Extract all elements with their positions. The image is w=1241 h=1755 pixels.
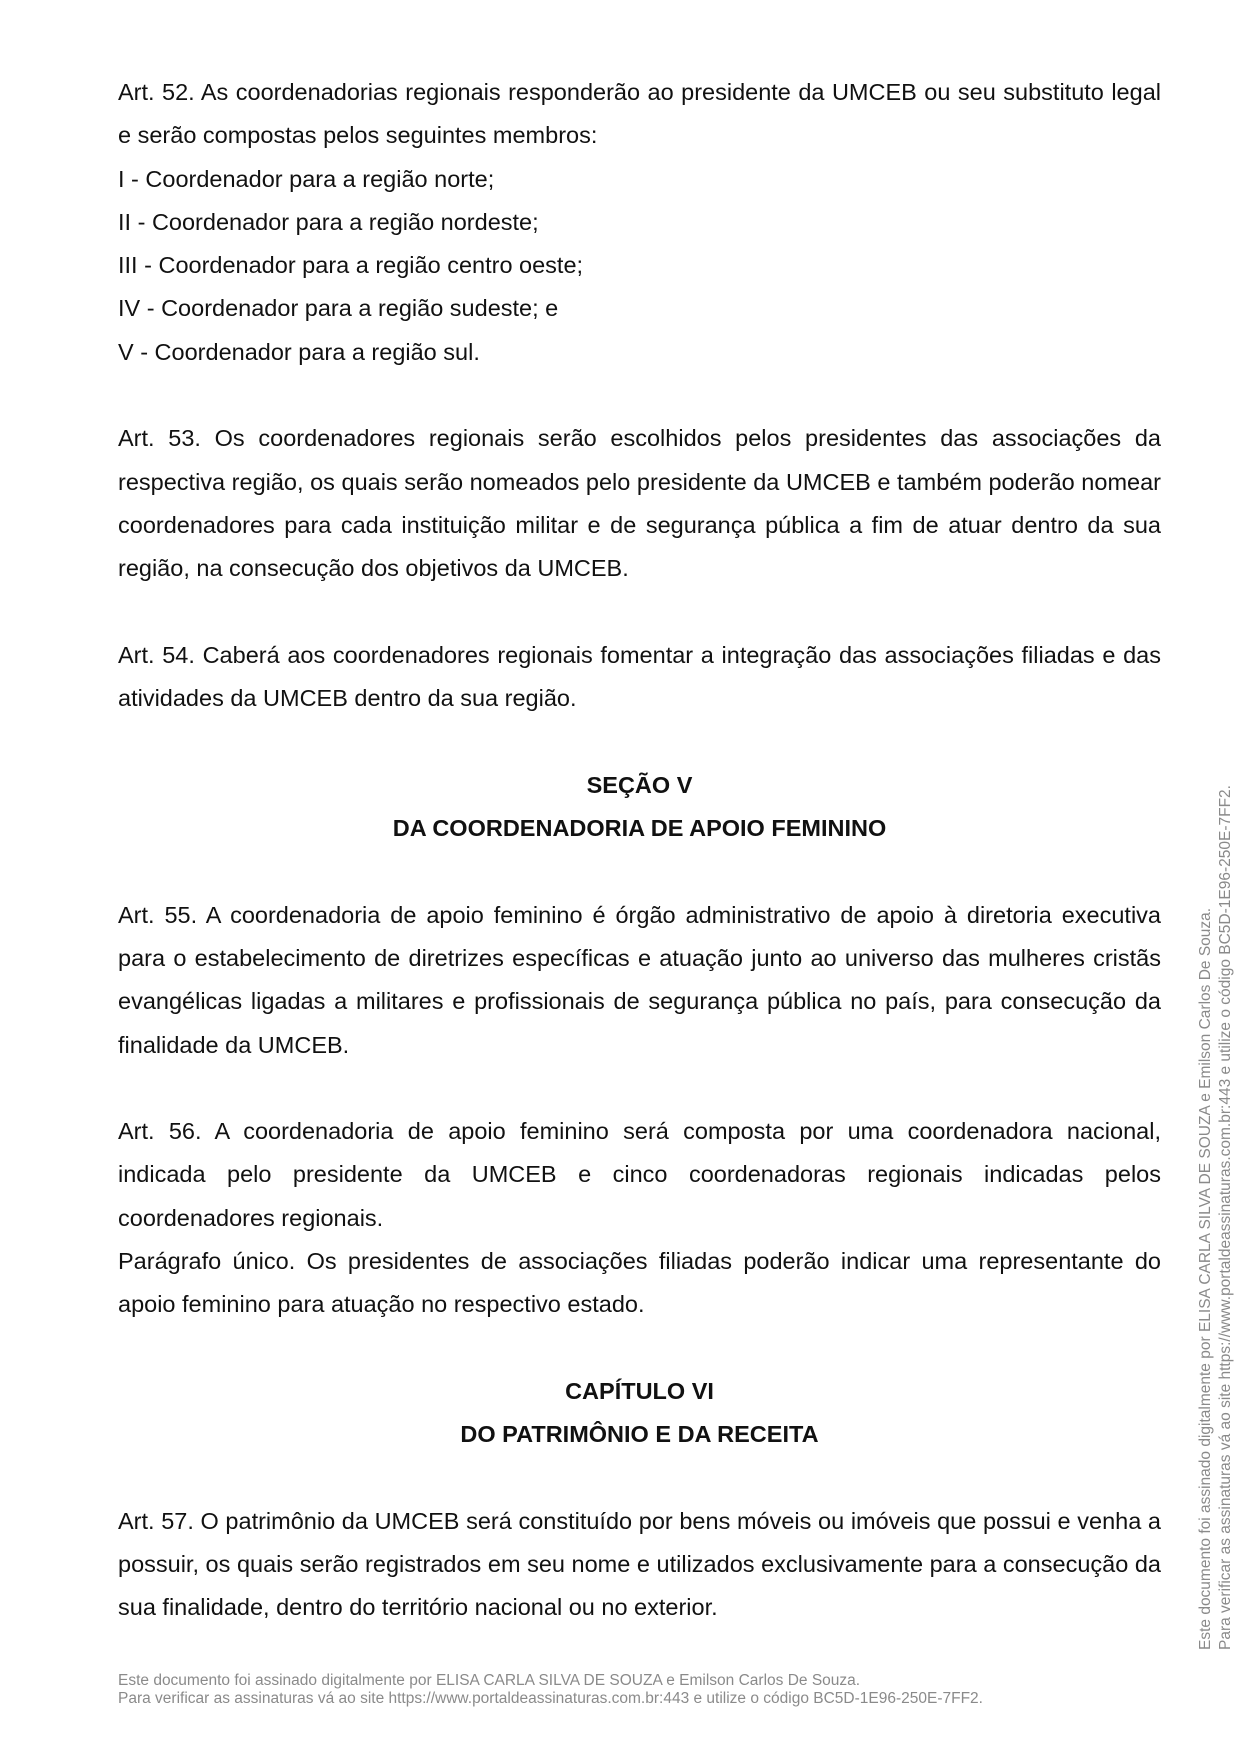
art-56: Art. 56. A coordenadoria de apoio feminino será composta por uma coordenadora nacional, indicada pelo presidente da UMCEB e cinco coordenadoras regionais indicadas pelos coordenadores regionais. xyxy=(118,1118,1161,1231)
art-52-item-5: V - Coordenador para a região sul. xyxy=(118,338,480,365)
art-53: Art. 53. Os coordenadores regionais serão escolhidos pelos presidentes das associações da respectiva região, os quais serão nomeados pelo presidente da UMCEB e também poderão nomear coordenadores para cada instituição militar e de segurança pública a fim de atuar dentro da sua região, na consecução dos objetivos da UMCEB. xyxy=(118,425,1161,582)
section-v-subtitle: DA COORDENADORIA DE APOIO FEMININO xyxy=(392,815,887,842)
spacer xyxy=(118,1327,1161,1370)
document-page xyxy=(118,71,1161,1630)
art-52-item-3: III - Coordenador para a região centro oeste; xyxy=(118,252,584,279)
art-52-item-2: II - Coordenador para a região nordeste; xyxy=(118,208,539,235)
side-verify-line: Para verificar as assinaturas vá ao site https://www.portaldeassinaturas.com.br:443 e utilize o código BC5D-1E96-250E-7FF2. xyxy=(1217,785,1234,1650)
spacer xyxy=(118,720,1161,763)
art-55: Art. 55. A coordenadoria de apoio feminino é órgão administrativo de apoio à diretoria executiva para o estabelecimento de diretrizes específicas e atuação junto ao universo das mulheres cristãs evangélicas ligadas a militares e profissionais de segurança pública no país, para consecução da finalidade da UMCEB. xyxy=(118,901,1161,1058)
chapter-vi-subtitle: DO PATRIMÔNIO E DA RECEITA xyxy=(460,1421,819,1448)
footer-signature-line: Este documento foi assinado digitalmente por ELISA CARLA SILVA DE SOUZA e Emilson Carlos De Souza. xyxy=(118,1672,861,1689)
section-v-title: SEÇÃO V xyxy=(586,771,693,798)
art-52-item-4: IV - Coordenador para a região sudeste; e xyxy=(118,295,559,322)
side-signature-stamp xyxy=(1196,710,1236,1650)
art-56-paragraph: Parágrafo único. Os presidentes de associações filiadas poderão indicar uma representante do apoio feminino para atuação no respectivo estado. xyxy=(118,1248,1161,1318)
signature-footer xyxy=(118,1672,983,1708)
chapter-vi-title: CAPÍTULO VI xyxy=(565,1377,714,1404)
footer-verify-line: Para verificar as assinaturas vá ao site https://www.portaldeassinaturas.com.br:443 e utilize o código BC5D-1E96-250E-7FF2. xyxy=(118,1690,983,1707)
art-52-item-1: I - Coordenador para a região norte; xyxy=(118,165,495,192)
spacer xyxy=(118,1067,1161,1110)
art-54: Art. 54. Caberá aos coordenadores regionais fomentar a integração das associações filiadas e das atividades da UMCEB dentro da sua região. xyxy=(118,641,1161,712)
spacer xyxy=(118,1457,1161,1500)
spacer xyxy=(118,374,1161,417)
spacer xyxy=(118,591,1161,634)
side-signature-line: Este documento foi assinado digitalmente por ELISA CARLA SILVA DE SOUZA e Emilson Carlos De Souza. xyxy=(1197,907,1214,1650)
art-52-intro: Art. 52. As coordenadorias regionais responderão ao presidente da UMCEB ou seu substituto legal e serão compostas pelos seguintes membros: xyxy=(118,79,1161,149)
spacer xyxy=(118,850,1161,893)
art-57: Art. 57. O patrimônio da UMCEB será constituído por bens móveis ou imóveis que possui e venha a possuir, os quais serão registrados em seu nome e utilizados exclusivamente para a consecução da sua finalidade, dentro do território nacional ou no exterior. xyxy=(118,1507,1161,1621)
